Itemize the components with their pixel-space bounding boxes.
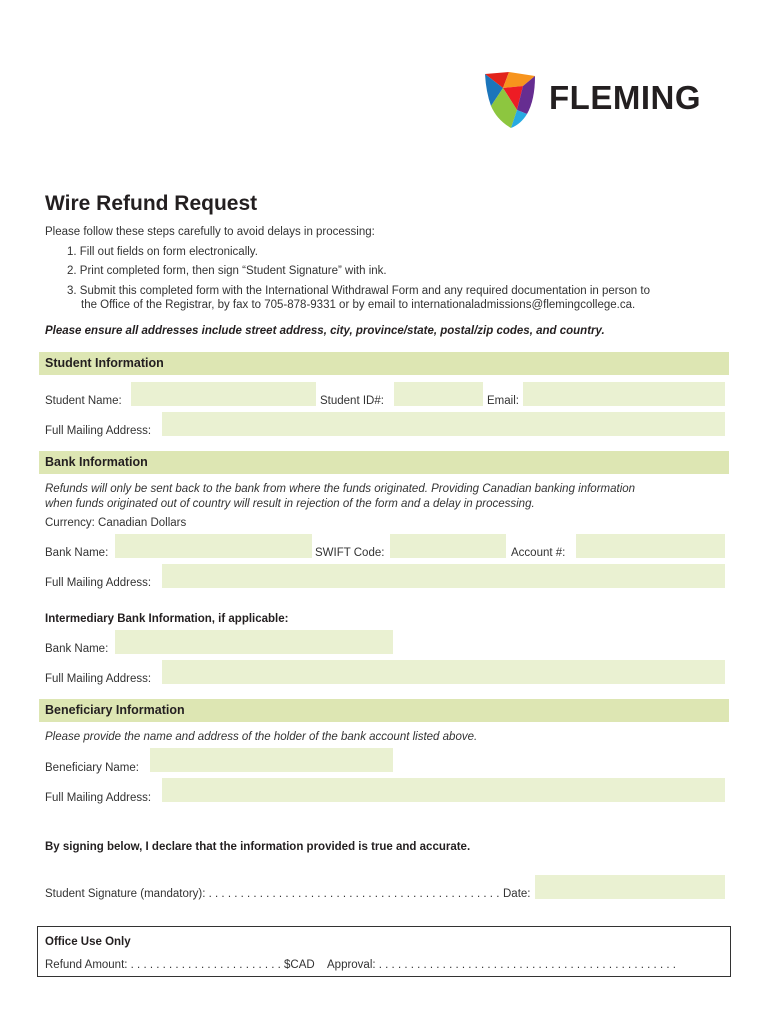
intermediary-bank-name-field[interactable] [115, 630, 393, 654]
declaration-text: By signing below, I declare that the information provided is true and accurate. [45, 841, 471, 853]
bank-info-heading: Bank Information [39, 451, 729, 474]
office-use-heading: Office Use Only [45, 936, 131, 948]
bank-address-label: Full Mailing Address: [45, 577, 152, 589]
account-number-field[interactable] [576, 534, 725, 558]
intermediary-address-label: Full Mailing Address: [45, 673, 152, 685]
intermediary-bank-name-label: Bank Name: [45, 643, 109, 655]
beneficiary-name-field[interactable] [150, 748, 393, 772]
step-2: 2. Print completed form, then sign “Student Signature” with ink. [67, 265, 387, 277]
student-address-label: Full Mailing Address: [45, 425, 152, 437]
address-note: Please ensure all addresses include street address, city, province/state, postal/zip codes, and country. [45, 325, 605, 337]
beneficiary-address-label: Full Mailing Address: [45, 792, 152, 804]
bank-note-line1: Refunds will only be sent back to the bank from where the funds originated. Providing Canadian banking information [45, 483, 636, 495]
intermediary-address-field[interactable] [162, 660, 725, 684]
student-info-heading: Student Information [39, 352, 729, 375]
beneficiary-note: Please provide the name and address of the holder of the bank account listed above. [45, 731, 478, 743]
step-1: 1. Fill out fields on form electronically. [67, 246, 258, 258]
approval-label: Approval: . . . . . . . . . . . . . . . . . . . . . . . . . . . . . . . . . . . . . . . . . . . . . . . [327, 959, 676, 971]
student-name-label: Student Name: [45, 395, 122, 407]
account-number-label: Account #: [511, 547, 566, 559]
bank-name-field[interactable] [115, 534, 312, 558]
step-3-cont: the Office of the Registrar, by fax to 705-878-9331 or by email to internationaladmissions@flemingcollege.ca. [81, 299, 636, 311]
swift-code-field[interactable] [390, 534, 506, 558]
email-label: Email: [487, 395, 519, 407]
bank-name-label: Bank Name: [45, 547, 109, 559]
beneficiary-address-field[interactable] [162, 778, 725, 802]
swift-code-label: SWIFT Code: [315, 547, 385, 559]
date-label: Date: [503, 888, 531, 900]
bank-note-line2: when funds originated out of country will result in rejection of the form and a delay in processing. [45, 498, 535, 510]
bank-address-field[interactable] [162, 564, 725, 588]
fleming-shield-icon [483, 70, 539, 130]
office-use-box [37, 926, 731, 977]
email-field[interactable] [523, 382, 725, 406]
student-address-field[interactable] [162, 412, 725, 436]
logo-wordmark: FLEMING [549, 79, 701, 116]
student-id-field[interactable] [394, 382, 483, 406]
page-title: Wire Refund Request [45, 192, 258, 215]
currency-text: Currency: Canadian Dollars [45, 517, 187, 529]
step-3: 3. Submit this completed form with the International Withdrawal Form and any required documentation in person to [67, 285, 650, 297]
signature-label: Student Signature (mandatory): . . . . . . . . . . . . . . . . . . . . . . . . . . . . . . . . . . . . . . . . . . . . . . [45, 888, 500, 900]
refund-amount-label: Refund Amount: . . . . . . . . . . . . . . . . . . . . . . . . $CAD [45, 959, 315, 971]
fleming-logo [483, 70, 708, 132]
student-id-label: Student ID#: [320, 395, 384, 407]
intro-text: Please follow these steps carefully to avoid delays in processing: [45, 226, 375, 238]
intermediary-heading: Intermediary Bank Information, if applicable: [45, 613, 289, 625]
date-field[interactable] [535, 875, 725, 899]
beneficiary-info-heading: Beneficiary Information [39, 699, 729, 722]
beneficiary-name-label: Beneficiary Name: [45, 762, 139, 774]
student-name-field[interactable] [131, 382, 316, 406]
